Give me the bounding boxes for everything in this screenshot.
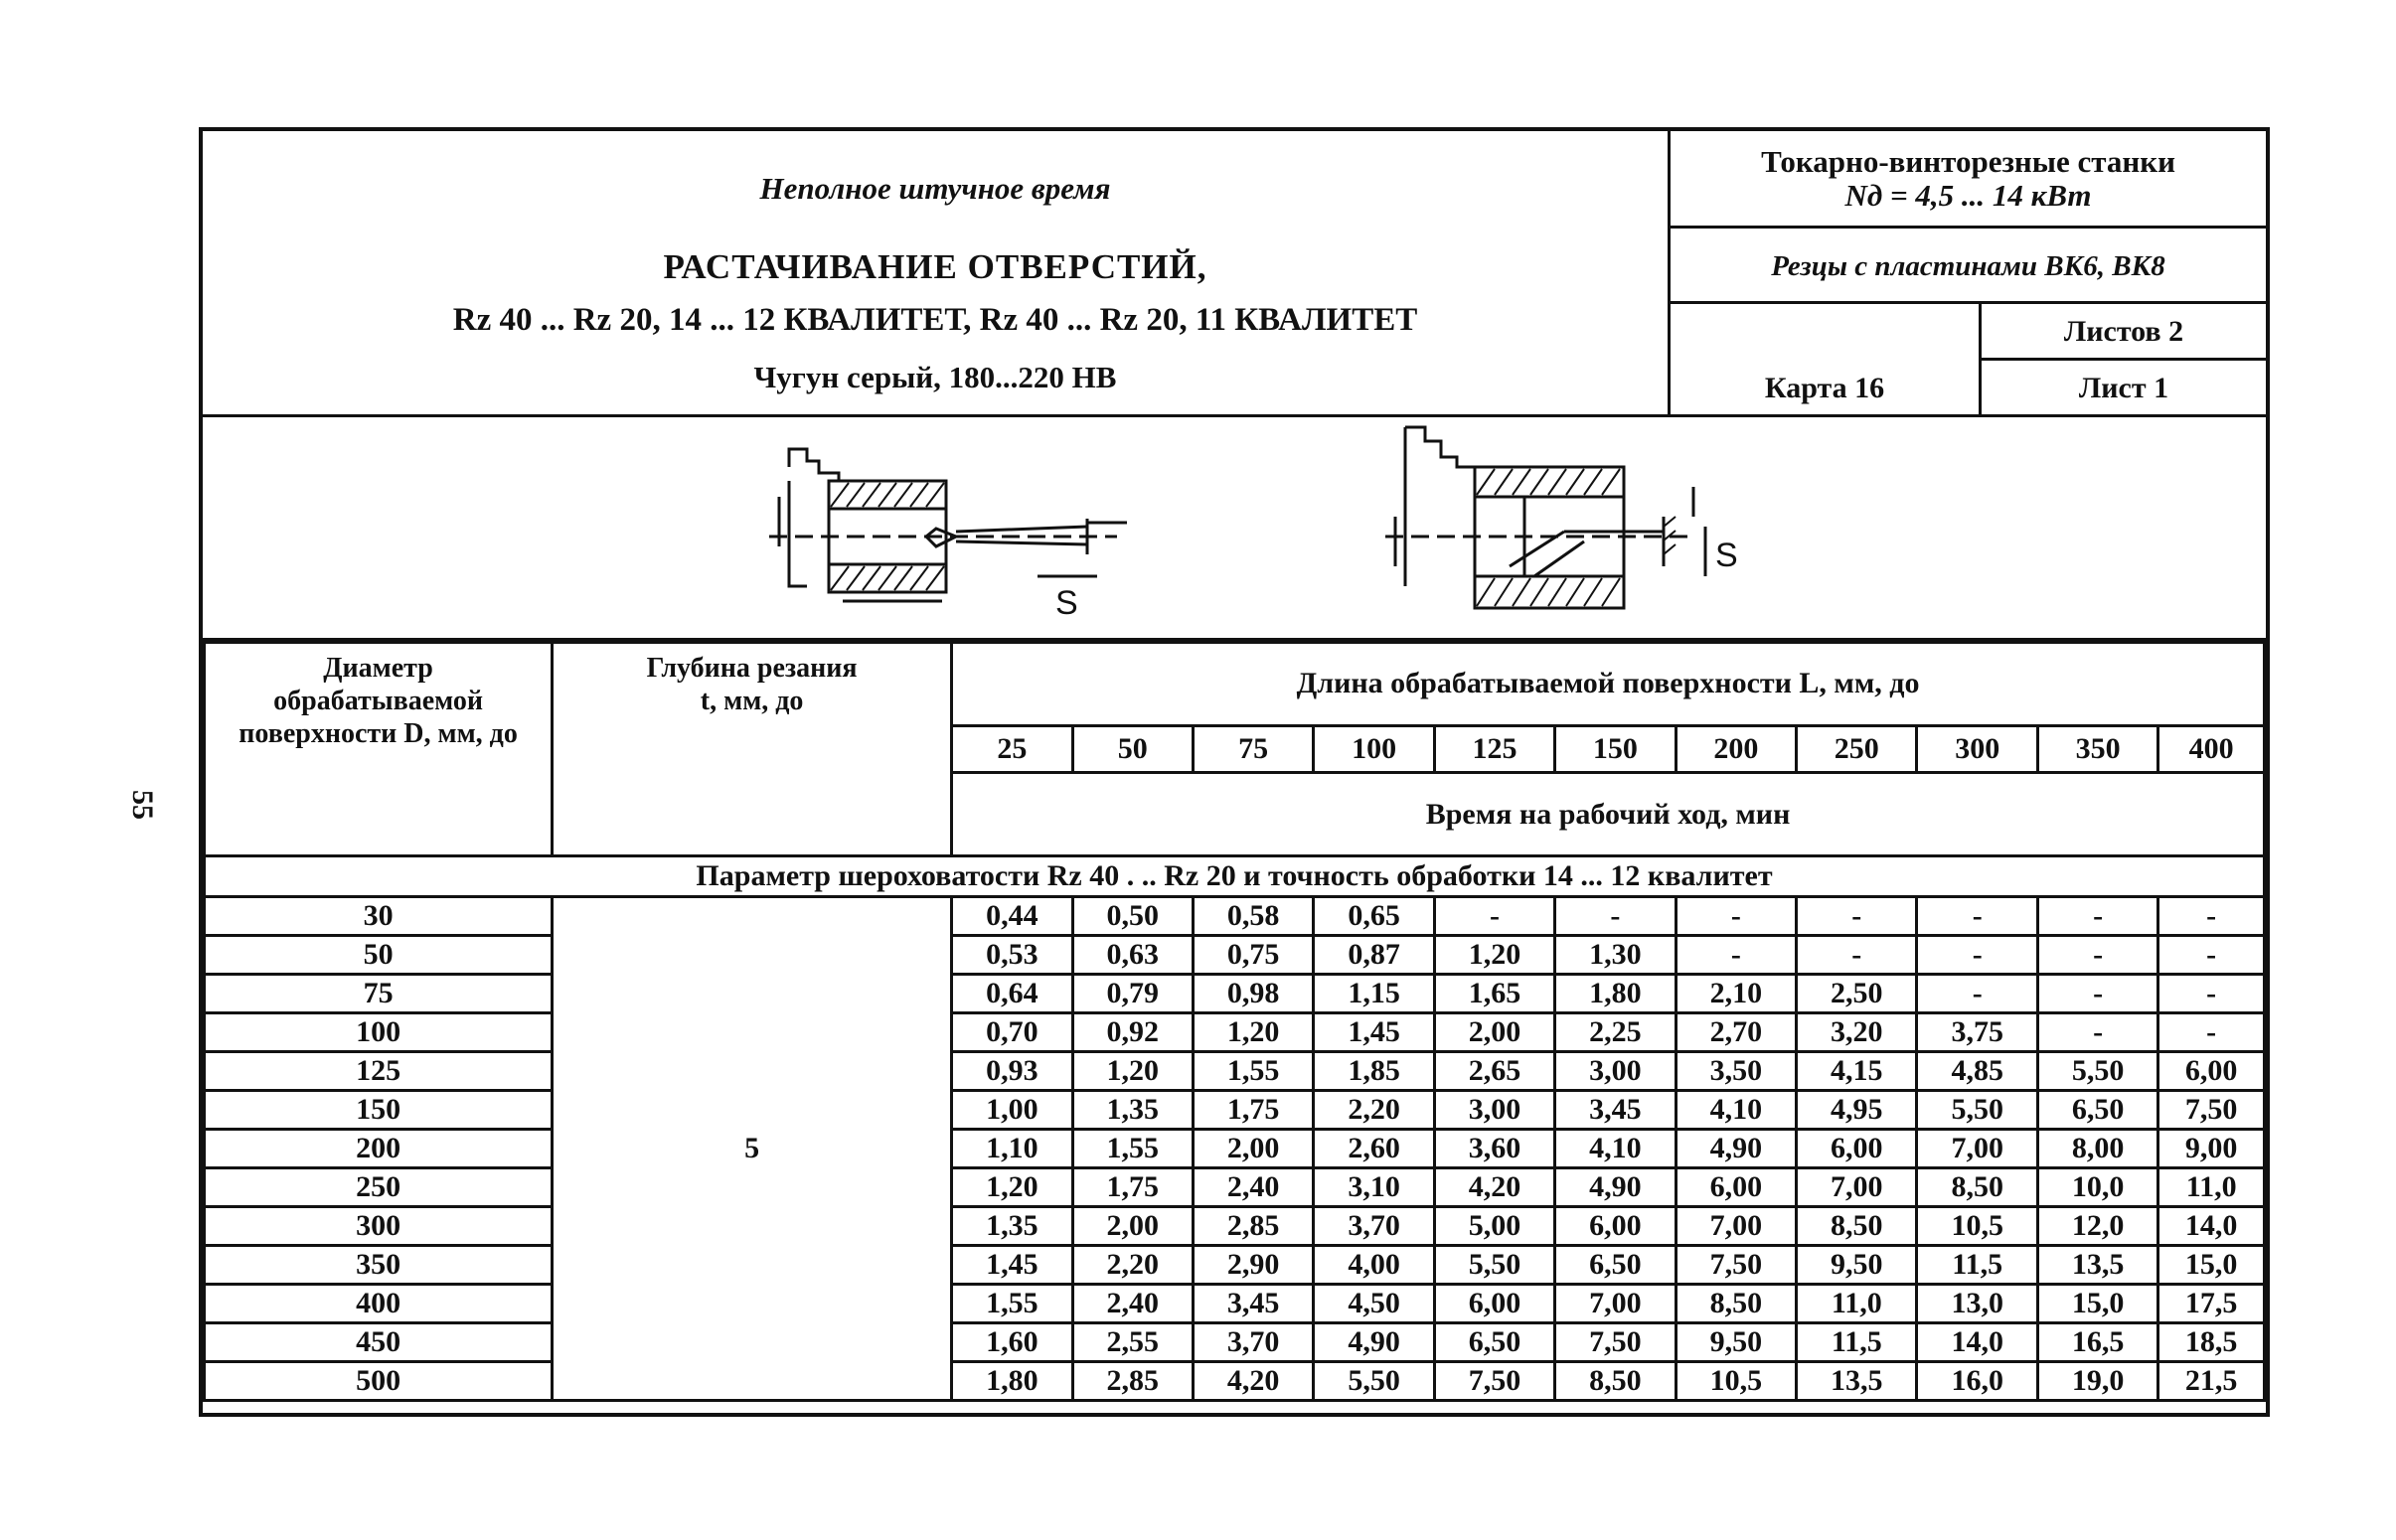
time-value-cell: 2,25 <box>1555 1013 1676 1052</box>
time-value-cell: 0,75 <box>1193 936 1313 975</box>
diameter-cell: 150 <box>205 1091 553 1130</box>
time-value-cell: 1,30 <box>1555 936 1676 975</box>
diameter-cell: 100 <box>205 1013 553 1052</box>
table-row <box>205 975 2265 1013</box>
diameter-cell: 30 <box>205 897 553 936</box>
time-value-cell: 7,00 <box>1917 1130 2037 1168</box>
header-params: Rz 40 ... Rz 20, 14 ... 12 КВАЛИТЕТ, Rz 40 ... Rz 20, 11 КВАЛИТЕТ <box>452 302 1418 338</box>
time-value-cell: 1,35 <box>1072 1091 1193 1130</box>
page-number: 55 <box>126 790 159 820</box>
time-value-cell: 7,50 <box>1676 1246 1796 1285</box>
norm-card <box>199 127 2270 1417</box>
time-value-cell: 2,60 <box>1314 1130 1434 1168</box>
time-value-cell: 4,90 <box>1555 1168 1676 1207</box>
diameter-cell: 75 <box>205 975 553 1013</box>
time-value-cell: 4,00 <box>1314 1246 1434 1285</box>
length-header-cell: 200 <box>1676 725 1796 773</box>
time-value-cell: 6,00 <box>1434 1285 1554 1323</box>
time-value-cell: 6,00 <box>2158 1052 2265 1091</box>
time-value-cell: 10,0 <box>2037 1168 2157 1207</box>
time-value-cell: 3,75 <box>1917 1013 2037 1052</box>
boring-sketch-left <box>759 437 1356 626</box>
time-value-cell: 9,50 <box>1797 1246 1917 1285</box>
time-value-cell: - <box>2037 975 2157 1013</box>
time-value-cell: 1,20 <box>1434 936 1554 975</box>
time-value-cell: 16,0 <box>1917 1362 2037 1401</box>
time-value-cell: - <box>1434 897 1554 936</box>
time-value-cell: 1,65 <box>1434 975 1554 1013</box>
time-value-cell: - <box>1917 936 2037 975</box>
machine-info <box>1671 131 2266 229</box>
time-value-cell: 0,70 <box>952 1013 1072 1052</box>
time-value-cell: - <box>1797 936 1917 975</box>
length-header-cell: 50 <box>1072 725 1193 773</box>
length-header-cell: 400 <box>2158 725 2265 773</box>
time-value-cell: 1,45 <box>952 1246 1072 1285</box>
time-value-cell: 6,50 <box>2037 1091 2157 1130</box>
time-value-cell: 3,70 <box>1314 1207 1434 1246</box>
time-value-cell: 1,10 <box>952 1130 1072 1168</box>
time-value-cell: 9,00 <box>2158 1130 2265 1168</box>
time-value-cell: 2,70 <box>1676 1013 1796 1052</box>
time-value-cell: 4,90 <box>1314 1323 1434 1362</box>
time-value-cell: 8,50 <box>1917 1168 2037 1207</box>
time-value-cell: 1,45 <box>1314 1013 1434 1052</box>
time-value-cell: 13,0 <box>1917 1285 2037 1323</box>
boring-sketch-right <box>1365 417 1922 626</box>
time-value-cell: 1,20 <box>952 1168 1072 1207</box>
time-value-cell: - <box>2037 897 2157 936</box>
time-value-cell: 14,0 <box>2158 1207 2265 1246</box>
time-value-cell: 0,50 <box>1072 897 1193 936</box>
time-value-cell: 19,0 <box>2037 1362 2157 1401</box>
time-value-cell: 15,0 <box>2037 1285 2157 1323</box>
length-header-cell: 75 <box>1193 725 1313 773</box>
time-value-cell: 11,5 <box>1917 1246 2037 1285</box>
time-value-cell: 1,35 <box>952 1207 1072 1246</box>
time-value-cell: 11,5 <box>1797 1323 1917 1362</box>
time-value-cell: 6,00 <box>1555 1207 1676 1246</box>
time-value-cell: 2,00 <box>1434 1013 1554 1052</box>
length-header-cell: 250 <box>1797 725 1917 773</box>
time-value-cell: 4,20 <box>1193 1362 1313 1401</box>
diameter-cell: 400 <box>205 1285 553 1323</box>
table-row <box>205 1013 2265 1052</box>
table-row <box>205 936 2265 975</box>
time-value-cell: 8,00 <box>2037 1130 2157 1168</box>
time-value-cell: 0,64 <box>952 975 1072 1013</box>
time-value-cell: 2,40 <box>1072 1285 1193 1323</box>
time-value-cell: 0,93 <box>952 1052 1072 1091</box>
time-value-cell: 8,50 <box>1797 1207 1917 1246</box>
time-value-cell: 1,20 <box>1072 1052 1193 1091</box>
time-value-cell: 0,63 <box>1072 936 1193 975</box>
time-value-cell: 4,50 <box>1314 1285 1434 1323</box>
time-value-cell: 0,58 <box>1193 897 1313 936</box>
time-value-cell: 0,87 <box>1314 936 1434 975</box>
length-header-cell: 300 <box>1917 725 2037 773</box>
table-row <box>205 1091 2265 1130</box>
time-value-cell: 1,55 <box>1072 1130 1193 1168</box>
time-value-cell: 2,65 <box>1434 1052 1554 1091</box>
col-header-length: Длина обрабатываемой поверхности L, мм, до <box>952 643 2265 726</box>
diameter-cell: 350 <box>205 1246 553 1285</box>
time-value-cell: - <box>2158 936 2265 975</box>
time-value-cell: 5,50 <box>1434 1246 1554 1285</box>
time-value-cell: 17,5 <box>2158 1285 2265 1323</box>
table-row <box>205 897 2265 936</box>
col-header-depth: Глубина резания t, мм, до <box>553 643 952 856</box>
time-value-cell: 2,40 <box>1193 1168 1313 1207</box>
feed-label-right: S <box>1715 537 1738 574</box>
table-row <box>205 1285 2265 1323</box>
header-info-block <box>1671 131 2266 414</box>
time-value-cell: 3,10 <box>1314 1168 1434 1207</box>
time-value-cell: 7,00 <box>1797 1168 1917 1207</box>
machine-type: Токарно-винторезные станки <box>1761 144 2175 179</box>
time-value-cell: - <box>2158 975 2265 1013</box>
depth-cell: 5 <box>553 897 952 1401</box>
time-value-cell: 5,00 <box>1434 1207 1554 1246</box>
time-value-cell: 3,00 <box>1434 1091 1554 1130</box>
time-value-cell: 1,20 <box>1193 1013 1313 1052</box>
machining-sketch <box>203 417 2266 641</box>
table-row <box>205 1052 2265 1091</box>
time-value-cell: 0,53 <box>952 936 1072 975</box>
time-value-cell: 3,45 <box>1555 1091 1676 1130</box>
sheet-number: Лист 1 <box>2078 372 2169 404</box>
time-value-cell: 1,55 <box>952 1285 1072 1323</box>
time-value-cell: 1,80 <box>952 1362 1072 1401</box>
time-value-cell: 2,20 <box>1072 1246 1193 1285</box>
time-value-cell: 11,0 <box>2158 1168 2265 1207</box>
time-value-cell: 2,00 <box>1193 1130 1313 1168</box>
time-value-cell: 1,75 <box>1072 1168 1193 1207</box>
table-row <box>205 1130 2265 1168</box>
table-row <box>205 1207 2265 1246</box>
time-value-cell: 1,60 <box>952 1323 1072 1362</box>
time-value-cell: 0,98 <box>1193 975 1313 1013</box>
time-value-cell: 11,0 <box>1797 1285 1917 1323</box>
time-value-cell: 7,00 <box>1676 1207 1796 1246</box>
time-value-cell: - <box>2158 1013 2265 1052</box>
time-value-cell: 21,5 <box>2158 1362 2265 1401</box>
diameter-cell: 250 <box>205 1168 553 1207</box>
time-value-cell: 0,65 <box>1314 897 1434 936</box>
diameter-cell: 300 <box>205 1207 553 1246</box>
header-title-block <box>203 131 1671 414</box>
time-value-cell: - <box>1676 897 1796 936</box>
time-value-cell: - <box>1555 897 1676 936</box>
time-value-cell: 0,92 <box>1072 1013 1193 1052</box>
length-header-cell: 350 <box>2037 725 2157 773</box>
section-title: Параметр шероховатости Rz 40 . .. Rz 20 и точность обработки 14 ... 12 квалитет <box>205 856 2265 897</box>
table-row <box>205 1246 2265 1285</box>
time-value-cell: 0,79 <box>1072 975 1193 1013</box>
time-value-cell: 6,50 <box>1555 1246 1676 1285</box>
time-value-cell: 4,10 <box>1555 1130 1676 1168</box>
time-value-cell: - <box>1797 897 1917 936</box>
time-norm-table <box>203 641 2266 1402</box>
time-value-cell: 10,5 <box>1676 1362 1796 1401</box>
table-row <box>205 1168 2265 1207</box>
time-value-cell: 1,80 <box>1555 975 1676 1013</box>
time-value-cell: 6,00 <box>1676 1168 1796 1207</box>
time-value-cell: 7,50 <box>1434 1362 1554 1401</box>
time-value-cell: 2,50 <box>1797 975 1917 1013</box>
col-header-diameter: Диаметр обрабатываемой поверхности D, мм, до <box>205 643 553 856</box>
time-value-cell: 5,50 <box>1917 1091 2037 1130</box>
time-value-cell: 7,00 <box>1555 1285 1676 1323</box>
time-value-cell: 4,95 <box>1797 1091 1917 1130</box>
tool-info: Резцы с пластинами ВК6, ВК8 <box>1671 231 2266 304</box>
time-value-cell: 8,50 <box>1676 1285 1796 1323</box>
time-value-cell: 3,20 <box>1797 1013 1917 1052</box>
header-material: Чугун серый, 180...220 НВ <box>753 360 1117 394</box>
time-value-cell: - <box>1676 936 1796 975</box>
time-value-cell: 14,0 <box>1917 1323 2037 1362</box>
diameter-cell: 200 <box>205 1130 553 1168</box>
time-value-cell: 4,20 <box>1434 1168 1554 1207</box>
time-value-cell: 2,00 <box>1072 1207 1193 1246</box>
col-header-time: Время на рабочий ход, мин <box>952 773 2265 856</box>
time-value-cell: 1,75 <box>1193 1091 1313 1130</box>
time-value-cell: 4,15 <box>1797 1052 1917 1091</box>
time-value-cell: - <box>1917 897 2037 936</box>
time-value-cell: 8,50 <box>1555 1362 1676 1401</box>
header-title: РАСТАЧИВАНИЕ ОТВЕРСТИЙ, <box>663 247 1207 286</box>
time-value-cell: 15,0 <box>2158 1246 2265 1285</box>
time-value-cell: 12,0 <box>2037 1207 2157 1246</box>
map-number: Карта 16 <box>1671 304 1982 414</box>
time-value-cell: - <box>1917 975 2037 1013</box>
time-value-cell: 9,50 <box>1676 1323 1796 1362</box>
sheets-total: Листов 2 <box>1982 304 2266 361</box>
time-value-cell: 5,50 <box>2037 1052 2157 1091</box>
diameter-cell: 50 <box>205 936 553 975</box>
time-value-cell: 2,85 <box>1193 1207 1313 1246</box>
diameter-cell: 500 <box>205 1362 553 1401</box>
time-value-cell: 2,10 <box>1676 975 1796 1013</box>
time-value-cell: 18,5 <box>2158 1323 2265 1362</box>
time-value-cell: - <box>2158 897 2265 936</box>
machine-power: Nд = 4,5 ... 14 кВт <box>1844 178 2092 213</box>
time-value-cell: 6,50 <box>1434 1323 1554 1362</box>
time-value-cell: 6,00 <box>1797 1130 1917 1168</box>
time-value-cell: 16,5 <box>2037 1323 2157 1362</box>
length-header-cell: 125 <box>1434 725 1554 773</box>
time-value-cell: 4,85 <box>1917 1052 2037 1091</box>
time-value-cell: - <box>2037 1013 2157 1052</box>
time-value-cell: 2,90 <box>1193 1246 1313 1285</box>
diameter-cell: 450 <box>205 1323 553 1362</box>
time-value-cell: 0,44 <box>952 897 1072 936</box>
time-value-cell: 2,20 <box>1314 1091 1434 1130</box>
length-header-cell: 100 <box>1314 725 1434 773</box>
time-value-cell: 3,70 <box>1193 1323 1313 1362</box>
time-value-cell: 5,50 <box>1314 1362 1434 1401</box>
time-value-cell: 3,45 <box>1193 1285 1313 1323</box>
time-value-cell: 4,90 <box>1676 1130 1796 1168</box>
time-value-cell: 2,55 <box>1072 1323 1193 1362</box>
length-header-cell: 150 <box>1555 725 1676 773</box>
header-subtitle: Неполное штучное время <box>759 171 1111 206</box>
time-value-cell: 7,50 <box>2158 1091 2265 1130</box>
time-value-cell: 1,15 <box>1314 975 1434 1013</box>
diameter-cell: 125 <box>205 1052 553 1091</box>
time-value-cell: - <box>2037 936 2157 975</box>
time-value-cell: 13,5 <box>1797 1362 1917 1401</box>
card-header <box>203 131 2266 417</box>
time-value-cell: 1,00 <box>952 1091 1072 1130</box>
time-value-cell: 1,85 <box>1314 1052 1434 1091</box>
time-value-cell: 13,5 <box>2037 1246 2157 1285</box>
time-value-cell: 7,50 <box>1555 1323 1676 1362</box>
length-header-cell: 25 <box>952 725 1072 773</box>
time-value-cell: 3,50 <box>1676 1052 1796 1091</box>
time-value-cell: 2,85 <box>1072 1362 1193 1401</box>
table-row <box>205 1362 2265 1401</box>
time-value-cell: 3,00 <box>1555 1052 1676 1091</box>
time-value-cell: 1,55 <box>1193 1052 1313 1091</box>
time-value-cell: 3,60 <box>1434 1130 1554 1168</box>
time-value-cell: 10,5 <box>1917 1207 2037 1246</box>
feed-label-left: S <box>1055 584 1078 622</box>
table-row <box>205 1323 2265 1362</box>
time-value-cell: 4,10 <box>1676 1091 1796 1130</box>
